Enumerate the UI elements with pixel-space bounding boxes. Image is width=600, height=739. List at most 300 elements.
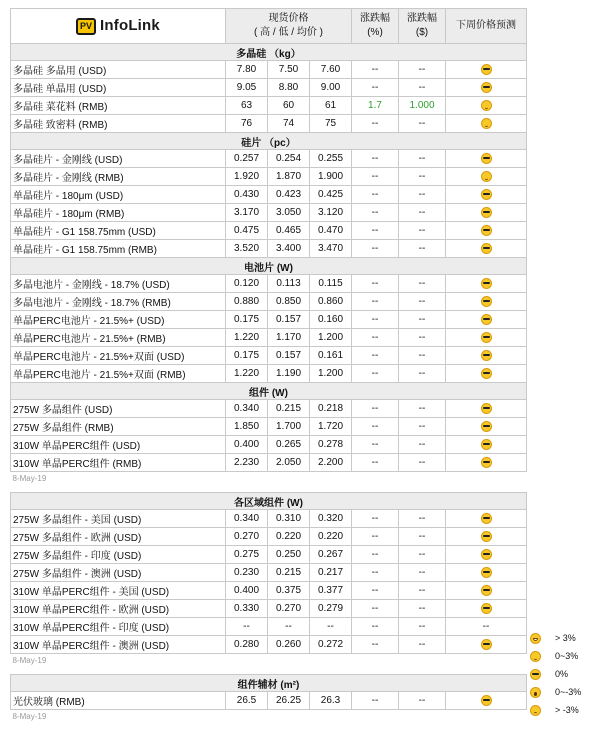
section-title: 各区域组件 (W) [11, 493, 527, 510]
price-avg: 1.900 [310, 168, 352, 186]
date-row [11, 472, 527, 487]
table-row [11, 186, 527, 204]
price-high: 0.400 [226, 582, 268, 600]
change-pct: -- [352, 582, 399, 600]
legend-label: 0~3% [555, 651, 579, 661]
price-low: 8.80 [268, 79, 310, 97]
date-stamp: 8-May-19 [12, 712, 47, 721]
change-abs: -- [399, 115, 446, 133]
change-pct: -- [352, 311, 399, 329]
section-title: 硅片 （pc） [11, 133, 527, 150]
legend-item [530, 647, 596, 665]
forecast-cell [446, 347, 527, 365]
price-high: 0.275 [226, 546, 268, 564]
cool-face-icon [481, 82, 492, 93]
price-high: 0.340 [226, 510, 268, 528]
price-low: 0.220 [268, 528, 310, 546]
forecast-cell [446, 600, 527, 618]
change-abs: -- [399, 418, 446, 436]
price-high: 0.175 [226, 347, 268, 365]
product-name: 单晶硅片 - G1 158.75mm (USD) [11, 222, 226, 240]
legend-label: 0~-3% [555, 687, 582, 697]
price-avg: 1.720 [310, 418, 352, 436]
forecast-legend [530, 629, 596, 719]
change-abs-header-line2: ($) [415, 27, 429, 38]
price-low: 0.254 [268, 150, 310, 168]
table-row [11, 528, 527, 546]
cool-face-icon [481, 585, 492, 596]
product-name: 单晶硅片 - G1 158.75mm (RMB) [11, 240, 226, 258]
date-row [11, 654, 527, 669]
forecast-header: 下周价格预测 [446, 9, 527, 44]
price-low: 3.400 [268, 240, 310, 258]
forecast-cell [446, 418, 527, 436]
table-row [11, 329, 527, 347]
forecast-cell [446, 329, 527, 347]
cool-face-icon [481, 207, 492, 218]
table-row [11, 311, 527, 329]
cool-face-icon [481, 695, 492, 706]
cool-face-icon [481, 457, 492, 468]
date-row [11, 710, 527, 725]
table-row [11, 222, 527, 240]
table-row [11, 150, 527, 168]
price-low: 0.250 [268, 546, 310, 564]
price-avg: 3.120 [310, 204, 352, 222]
price-low: 0.465 [268, 222, 310, 240]
change-abs: 1.000 [399, 97, 446, 115]
price-avg: 0.470 [310, 222, 352, 240]
product-name: 275W 多晶组件 - 印度 (USD) [11, 546, 226, 564]
price-high: 0.280 [226, 636, 268, 654]
change-pct-header-line1: 涨跌幅 [360, 13, 390, 24]
logo-cell [11, 9, 226, 44]
forecast-cell [446, 115, 527, 133]
section-title: 多晶硅 （kg） [11, 44, 527, 61]
price-low: 0.310 [268, 510, 310, 528]
price-avg: 0.255 [310, 150, 352, 168]
price-high: 3.520 [226, 240, 268, 258]
price-low: 0.260 [268, 636, 310, 654]
change-pct: -- [352, 186, 399, 204]
table-row [11, 564, 527, 582]
product-name: 多晶硅 致密料 (RMB) [11, 115, 226, 133]
change-pct: -- [352, 454, 399, 472]
table-row [11, 692, 527, 710]
table-row [11, 400, 527, 418]
change-abs: -- [399, 61, 446, 79]
price-avg: 0.267 [310, 546, 352, 564]
cool-face-icon [481, 439, 492, 450]
price-high: 63 [226, 97, 268, 115]
price-high: 0.430 [226, 186, 268, 204]
product-name: 275W 多晶组件 (RMB) [11, 418, 226, 436]
logo-badge: PV [76, 18, 96, 35]
section-title: 组件辅材 (m²) [11, 675, 527, 692]
price-header-line1: 现货价格 [268, 13, 309, 24]
change-pct: -- [352, 546, 399, 564]
cool-face-icon [481, 243, 492, 254]
cool-face-icon [481, 513, 492, 524]
forecast-cell [446, 79, 527, 97]
price-high: 0.257 [226, 150, 268, 168]
smile-face-icon [530, 651, 541, 662]
table-row [11, 97, 527, 115]
cool-face-icon [481, 278, 492, 289]
header-row [11, 9, 527, 44]
change-pct: -- [352, 618, 399, 636]
change-pct: -- [352, 240, 399, 258]
cool-face-icon [481, 603, 492, 614]
change-pct: -- [352, 600, 399, 618]
change-abs: -- [399, 528, 446, 546]
product-name: 单晶PERC电池片 - 21.5%+双面 (RMB) [11, 365, 226, 383]
price-sheet [10, 8, 526, 724]
change-abs: -- [399, 365, 446, 383]
price-high: 1.220 [226, 329, 268, 347]
price-avg: 0.220 [310, 528, 352, 546]
change-pct: -- [352, 222, 399, 240]
table-row [11, 454, 527, 472]
forecast-cell [446, 240, 527, 258]
change-abs: -- [399, 454, 446, 472]
cool-face-icon [481, 153, 492, 164]
table-row [11, 240, 527, 258]
forecast-cell [446, 528, 527, 546]
price-avg: 2.200 [310, 454, 352, 472]
change-pct: -- [352, 293, 399, 311]
cool-face-icon [481, 296, 492, 307]
price-avg: 0.320 [310, 510, 352, 528]
table-row [11, 582, 527, 600]
change-pct: -- [352, 510, 399, 528]
forecast-cell [446, 293, 527, 311]
table-row [11, 618, 527, 636]
product-name: 310W 单晶PERC组件 - 印度 (USD) [11, 618, 226, 636]
price-low: 60 [268, 97, 310, 115]
table-row [11, 293, 527, 311]
cool-face-icon [481, 567, 492, 578]
change-pct: -- [352, 636, 399, 654]
product-name: 275W 多晶组件 - 欧洲 (USD) [11, 528, 226, 546]
change-abs: -- [399, 546, 446, 564]
price-high: 0.400 [226, 436, 268, 454]
price-high: 0.270 [226, 528, 268, 546]
section-header [11, 258, 527, 275]
price-avg: 0.860 [310, 293, 352, 311]
price-avg: 9.00 [310, 79, 352, 97]
table-row [11, 168, 527, 186]
change-abs: -- [399, 79, 446, 97]
cool-face-icon [481, 332, 492, 343]
date-stamp: 8-May-19 [12, 474, 47, 483]
price-high: 0.340 [226, 400, 268, 418]
forecast-cell [446, 186, 527, 204]
legend-item [530, 665, 596, 683]
grin-face-icon [530, 633, 541, 644]
price-avg: 1.200 [310, 329, 352, 347]
change-abs: -- [399, 347, 446, 365]
table-row [11, 636, 527, 654]
change-abs: -- [399, 600, 446, 618]
product-name: 单晶PERC电池片 - 21.5%+ (USD) [11, 311, 226, 329]
change-pct: -- [352, 400, 399, 418]
price-avg: 26.3 [310, 692, 352, 710]
price-avg: 0.279 [310, 600, 352, 618]
forecast-cell [446, 150, 527, 168]
change-pct: -- [352, 168, 399, 186]
price-table [10, 8, 527, 724]
cool-face-icon [481, 403, 492, 414]
price-high: 0.880 [226, 293, 268, 311]
change-abs: -- [399, 564, 446, 582]
change-pct: -- [352, 61, 399, 79]
price-high: 7.80 [226, 61, 268, 79]
change-pct: -- [352, 150, 399, 168]
product-name: 310W 单晶PERC组件 - 澳洲 (USD) [11, 636, 226, 654]
legend-label: > -3% [555, 705, 579, 715]
table-row [11, 418, 527, 436]
product-name: 310W 单晶PERC组件 (RMB) [11, 454, 226, 472]
price-avg: 61 [310, 97, 352, 115]
change-abs: -- [399, 222, 446, 240]
price-high: 26.5 [226, 692, 268, 710]
product-name: 多晶硅 多晶用 (USD) [11, 61, 226, 79]
change-abs: -- [399, 293, 446, 311]
table-row [11, 115, 527, 133]
change-pct: -- [352, 692, 399, 710]
product-name: 光伏玻璃 (RMB) [11, 692, 226, 710]
cool-face-icon [481, 531, 492, 542]
product-name: 275W 多晶组件 (USD) [11, 400, 226, 418]
price-low: 0.270 [268, 600, 310, 618]
legend-item [530, 629, 596, 647]
forecast-cell [446, 275, 527, 293]
price-high: 1.850 [226, 418, 268, 436]
product-name: 275W 多晶组件 - 澳洲 (USD) [11, 564, 226, 582]
change-pct: -- [352, 365, 399, 383]
change-abs: -- [399, 204, 446, 222]
table-row [11, 61, 527, 79]
change-pct: -- [352, 564, 399, 582]
price-low: 1.870 [268, 168, 310, 186]
price-low: 0.423 [268, 186, 310, 204]
change-abs: -- [399, 311, 446, 329]
table-row [11, 546, 527, 564]
product-name: 多晶硅片 - 金刚线 (RMB) [11, 168, 226, 186]
change-abs: -- [399, 692, 446, 710]
product-name: 单晶硅片 - 180μm (RMB) [11, 204, 226, 222]
smile-face-icon [481, 100, 492, 111]
date-stamp: 8-May-19 [12, 656, 47, 665]
price-avg: 0.272 [310, 636, 352, 654]
product-name: 多晶硅片 - 金刚线 (USD) [11, 150, 226, 168]
forecast-cell [446, 97, 527, 115]
sad-face-icon [530, 705, 541, 716]
smile-face-icon [481, 171, 492, 182]
price-avg: 0.217 [310, 564, 352, 582]
price-header [226, 9, 352, 44]
price-avg: 0.218 [310, 400, 352, 418]
change-pct: -- [352, 115, 399, 133]
price-low: 0.375 [268, 582, 310, 600]
table-row [11, 510, 527, 528]
cool-face-icon [481, 225, 492, 236]
price-low: 0.215 [268, 564, 310, 582]
price-high: -- [226, 618, 268, 636]
table-row [11, 436, 527, 454]
section-header [11, 493, 527, 510]
price-low: 74 [268, 115, 310, 133]
price-avg: 7.60 [310, 61, 352, 79]
price-low: -- [268, 618, 310, 636]
forecast-cell [446, 546, 527, 564]
price-low: 7.50 [268, 61, 310, 79]
price-avg: -- [310, 618, 352, 636]
price-high: 76 [226, 115, 268, 133]
forecast-cell [446, 692, 527, 710]
product-name: 多晶电池片 - 金刚线 - 18.7% (USD) [11, 275, 226, 293]
price-low: 0.157 [268, 311, 310, 329]
cool-face-icon [481, 549, 492, 560]
legend-label: 0% [555, 669, 569, 679]
change-pct: -- [352, 275, 399, 293]
cool-face-icon [481, 368, 492, 379]
price-avg: 1.200 [310, 365, 352, 383]
forecast-cell [446, 168, 527, 186]
cool-face-icon [481, 350, 492, 361]
price-low: 26.25 [268, 692, 310, 710]
forecast-cell [446, 436, 527, 454]
forecast-text: -- [482, 621, 490, 632]
price-avg: 0.115 [310, 275, 352, 293]
change-abs: -- [399, 618, 446, 636]
change-abs: -- [399, 400, 446, 418]
table-row [11, 275, 527, 293]
forecast-cell [446, 454, 527, 472]
section-header [11, 675, 527, 692]
change-abs-header-line1: 涨跌幅 [407, 13, 437, 24]
forecast-cell [446, 618, 527, 636]
change-pct: 1.7 [352, 97, 399, 115]
product-name: 275W 多晶组件 - 美国 (USD) [11, 510, 226, 528]
price-avg: 75 [310, 115, 352, 133]
price-header-line2: ( 高 / 低 / 均价 ) [254, 27, 323, 38]
table-row [11, 600, 527, 618]
price-low: 0.113 [268, 275, 310, 293]
forecast-cell [446, 222, 527, 240]
forecast-cell [446, 365, 527, 383]
price-high: 9.05 [226, 79, 268, 97]
section-header [11, 383, 527, 400]
change-abs-header [399, 9, 446, 44]
change-abs: -- [399, 275, 446, 293]
price-high: 0.120 [226, 275, 268, 293]
price-avg: 0.160 [310, 311, 352, 329]
price-low: 0.850 [268, 293, 310, 311]
price-low: 1.700 [268, 418, 310, 436]
change-abs: -- [399, 168, 446, 186]
change-pct: -- [352, 418, 399, 436]
price-high: 0.475 [226, 222, 268, 240]
legend-label: > 3% [555, 633, 576, 643]
section-title: 电池片 (W) [11, 258, 527, 275]
forecast-cell [446, 636, 527, 654]
cool-face-icon [530, 669, 541, 680]
price-low: 1.170 [268, 329, 310, 347]
section-header [11, 44, 527, 61]
price-low: 3.050 [268, 204, 310, 222]
legend-item [530, 701, 596, 719]
price-low: 0.265 [268, 436, 310, 454]
forecast-cell [446, 204, 527, 222]
price-avg: 0.377 [310, 582, 352, 600]
price-high: 1.920 [226, 168, 268, 186]
change-pct: -- [352, 347, 399, 365]
price-avg: 0.278 [310, 436, 352, 454]
product-name: 310W 单晶PERC组件 - 欧洲 (USD) [11, 600, 226, 618]
price-low: 0.215 [268, 400, 310, 418]
forecast-cell [446, 564, 527, 582]
product-name: 310W 单晶PERC组件 (USD) [11, 436, 226, 454]
fear-face-icon [530, 687, 541, 698]
table-row [11, 204, 527, 222]
forecast-cell [446, 311, 527, 329]
table-row [11, 347, 527, 365]
forecast-cell [446, 582, 527, 600]
smile-face-icon [481, 118, 492, 129]
change-pct: -- [352, 528, 399, 546]
price-low: 2.050 [268, 454, 310, 472]
price-high: 0.230 [226, 564, 268, 582]
logo-text: InfoLink [100, 17, 160, 34]
product-name: 多晶电池片 - 金刚线 - 18.7% (RMB) [11, 293, 226, 311]
product-name: 单晶PERC电池片 - 21.5%+ (RMB) [11, 329, 226, 347]
change-pct: -- [352, 204, 399, 222]
price-high: 0.175 [226, 311, 268, 329]
cool-face-icon [481, 189, 492, 200]
cool-face-icon [481, 64, 492, 75]
change-pct: -- [352, 436, 399, 454]
change-pct: -- [352, 329, 399, 347]
change-abs: -- [399, 436, 446, 454]
price-avg: 3.470 [310, 240, 352, 258]
change-abs: -- [399, 150, 446, 168]
section-title: 组件 (W) [11, 383, 527, 400]
change-abs: -- [399, 582, 446, 600]
price-high: 2.230 [226, 454, 268, 472]
product-name: 单晶硅片 - 180μm (USD) [11, 186, 226, 204]
change-pct-header-line2: (%) [367, 27, 383, 38]
price-low: 0.157 [268, 347, 310, 365]
table-row [11, 365, 527, 383]
change-pct: -- [352, 79, 399, 97]
price-avg: 0.161 [310, 347, 352, 365]
change-pct-header [352, 9, 399, 44]
price-high: 1.220 [226, 365, 268, 383]
price-high: 3.170 [226, 204, 268, 222]
change-abs: -- [399, 636, 446, 654]
forecast-cell [446, 510, 527, 528]
price-high: 0.330 [226, 600, 268, 618]
infolink-logo [76, 18, 160, 35]
price-low: 1.190 [268, 365, 310, 383]
table-row [11, 79, 527, 97]
legend-item [530, 683, 596, 701]
section-header [11, 133, 527, 150]
cool-face-icon [481, 639, 492, 650]
change-abs: -- [399, 186, 446, 204]
